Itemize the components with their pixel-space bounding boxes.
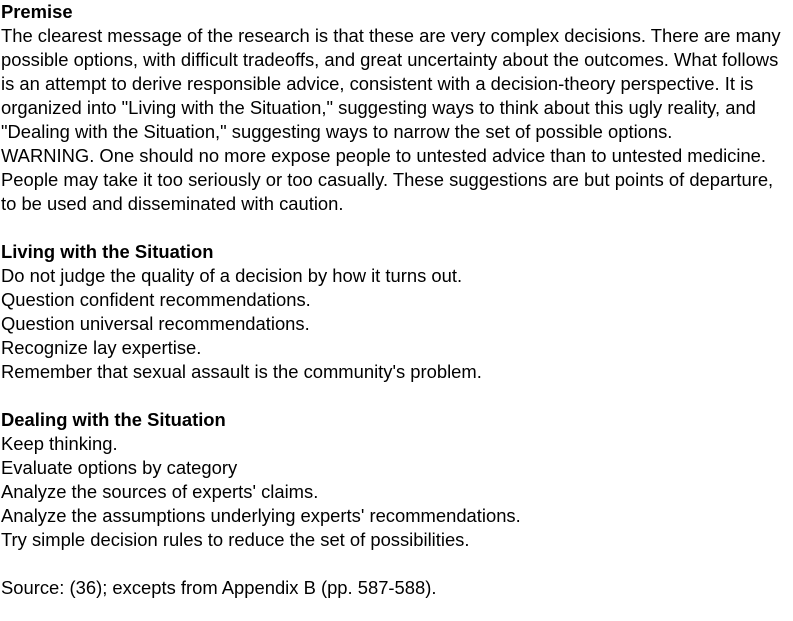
source-citation: Source: (36); excepts from Appendix B (pp. 587-588).	[1, 577, 437, 598]
section-gap	[1, 384, 793, 408]
dealing-item: Keep thinking.	[1, 433, 118, 454]
section-gap	[1, 216, 793, 240]
living-item: Question confident recommendations.	[1, 289, 311, 310]
living-item: Question universal recommendations.	[1, 313, 310, 334]
dealing-item: Try simple decision rules to reduce the set of possibilities.	[1, 529, 470, 550]
dealing-heading: Dealing with the Situation	[1, 409, 226, 430]
premise-paragraph: The clearest message of the research is that these are very complex decisions. There are many possible options, with difficult tradeoffs, and great uncertainty about the outcomes. What follows is an attempt to derive responsible advice, consistent with a decision-theory perspective. It is organized into "Living with the Situation," suggesting ways to think about this ugly reality, and "Dealing with the Situation," suggesting ways to narrow the set of possible options.	[1, 25, 781, 142]
warning-paragraph: WARNING. One should no more expose people to untested advice than to untested medicine. People may take it too seriously or too casually. These suggestions are but points of departure, to be used and disseminated with caution.	[1, 145, 774, 214]
living-item: Do not judge the quality of a decision by how it turns out.	[1, 265, 463, 286]
dealing-item: Evaluate options by category	[1, 457, 238, 478]
dealing-item: Analyze the assumptions underlying experts' recommendations.	[1, 505, 521, 526]
living-heading: Living with the Situation	[1, 241, 214, 262]
premise-heading: Premise	[1, 1, 73, 22]
living-item: Remember that sexual assault is the community's problem.	[1, 361, 482, 382]
dealing-item: Analyze the sources of experts' claims.	[1, 481, 319, 502]
section-gap	[1, 552, 793, 576]
living-item: Recognize lay expertise.	[1, 337, 202, 358]
